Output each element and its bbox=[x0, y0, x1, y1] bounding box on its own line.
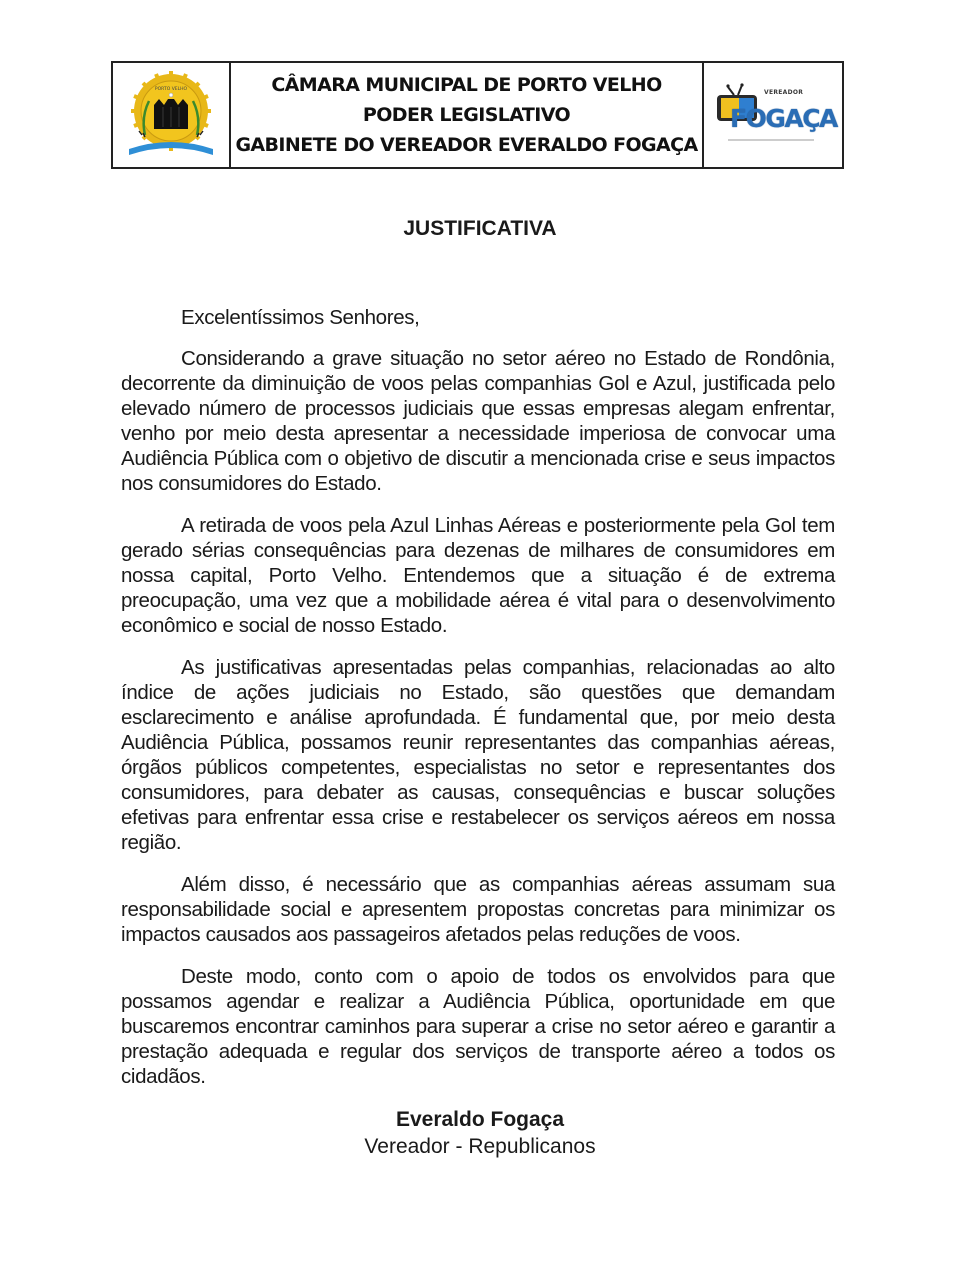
salutation: Excelentíssimos Senhores, bbox=[181, 306, 420, 329]
fogaca-logo-small-label: VEREADOR bbox=[764, 89, 804, 96]
office-name: GABINETE DO VEREADOR EVERALDO FOGAÇA bbox=[235, 134, 698, 156]
document-title: JUSTIFICATIVA bbox=[403, 217, 557, 240]
branch-name: PODER LEGISLATIVO bbox=[362, 104, 571, 126]
paragraph-5: Deste modo, conto com o apoio de todos os envolvidos para que possamos agendar e realizar a Audiência Pública, oportunidade em que buscaremos encontrar caminhos para superar a crise no setor aéreo e garantir a prestação adequada e regular dos serviços de transporte aéreo a todos os cidadãos. bbox=[121, 965, 835, 1088]
letterhead-left-cell bbox=[113, 63, 231, 167]
chamber-name: CÂMARA MUNICIPAL DE PORTO VELHO bbox=[271, 74, 662, 96]
paragraph-2: A retirada de voos pela Azul Linhas Aéreas e posteriormente pela Gol tem gerado sérias consequências para dezenas de milhares de consumidores em nossa capital, Porto Velho. Entendemos que a situação é de extrema preocupação, uma vez que a mobilidade aérea é vital para o desenvolvimento econômico e social de nosso Estado. bbox=[121, 514, 835, 637]
signature-role: Vereador - Republicanos bbox=[364, 1135, 596, 1158]
letterhead bbox=[111, 61, 844, 169]
porto-velho-coat-of-arms-icon bbox=[123, 69, 219, 161]
paragraph-4: Além disso, é necessário que as companhias aéreas assumam sua responsabilidade social e apresentem propostas concretas para minimizar os impactos causados aos passageiros afetados pelas reduções de voos. bbox=[121, 873, 835, 946]
signature-name: Everaldo Fogaça bbox=[395, 1108, 565, 1131]
seal-label: PORTO VELHO bbox=[154, 87, 188, 92]
letterhead-right-cell bbox=[702, 63, 842, 167]
paragraph-1: Considerando a grave situação no setor aéreo no Estado de Rondônia, decorrente da diminuição de voos pelas companhias Gol e Azul, justificada pelo elevado número de processos judiciais que essas empresas alegam enfrentar, venho por meio desta apresentar a necessidade imperiosa de convocar uma Audiência Pública com o objetivo de discutir a mencionada crise e seus impactos nos consumidores do Estado. bbox=[121, 347, 835, 495]
paragraph-3: As justificativas apresentadas pelas companhias, relacionadas ao alto índice de ações judiciais no Estado, são questões que demandam esclarecimento e análise aprofundada. É fundamental que, por meio desta Audiência Pública, possamos reunir representantes das companhias aéreas, órgãos públicos competentes, especialistas no setor e representantes dos consumidores, para debater as causas, consequências e buscar soluções efetivas para enfrentar essa crise e restabelecer os serviços aéreos em nossa região. bbox=[121, 656, 835, 854]
fogaca-logo-word: FOGAÇA bbox=[730, 104, 837, 133]
fogaca-tv-logo-icon bbox=[714, 83, 837, 147]
letterhead-title-block bbox=[231, 63, 702, 167]
